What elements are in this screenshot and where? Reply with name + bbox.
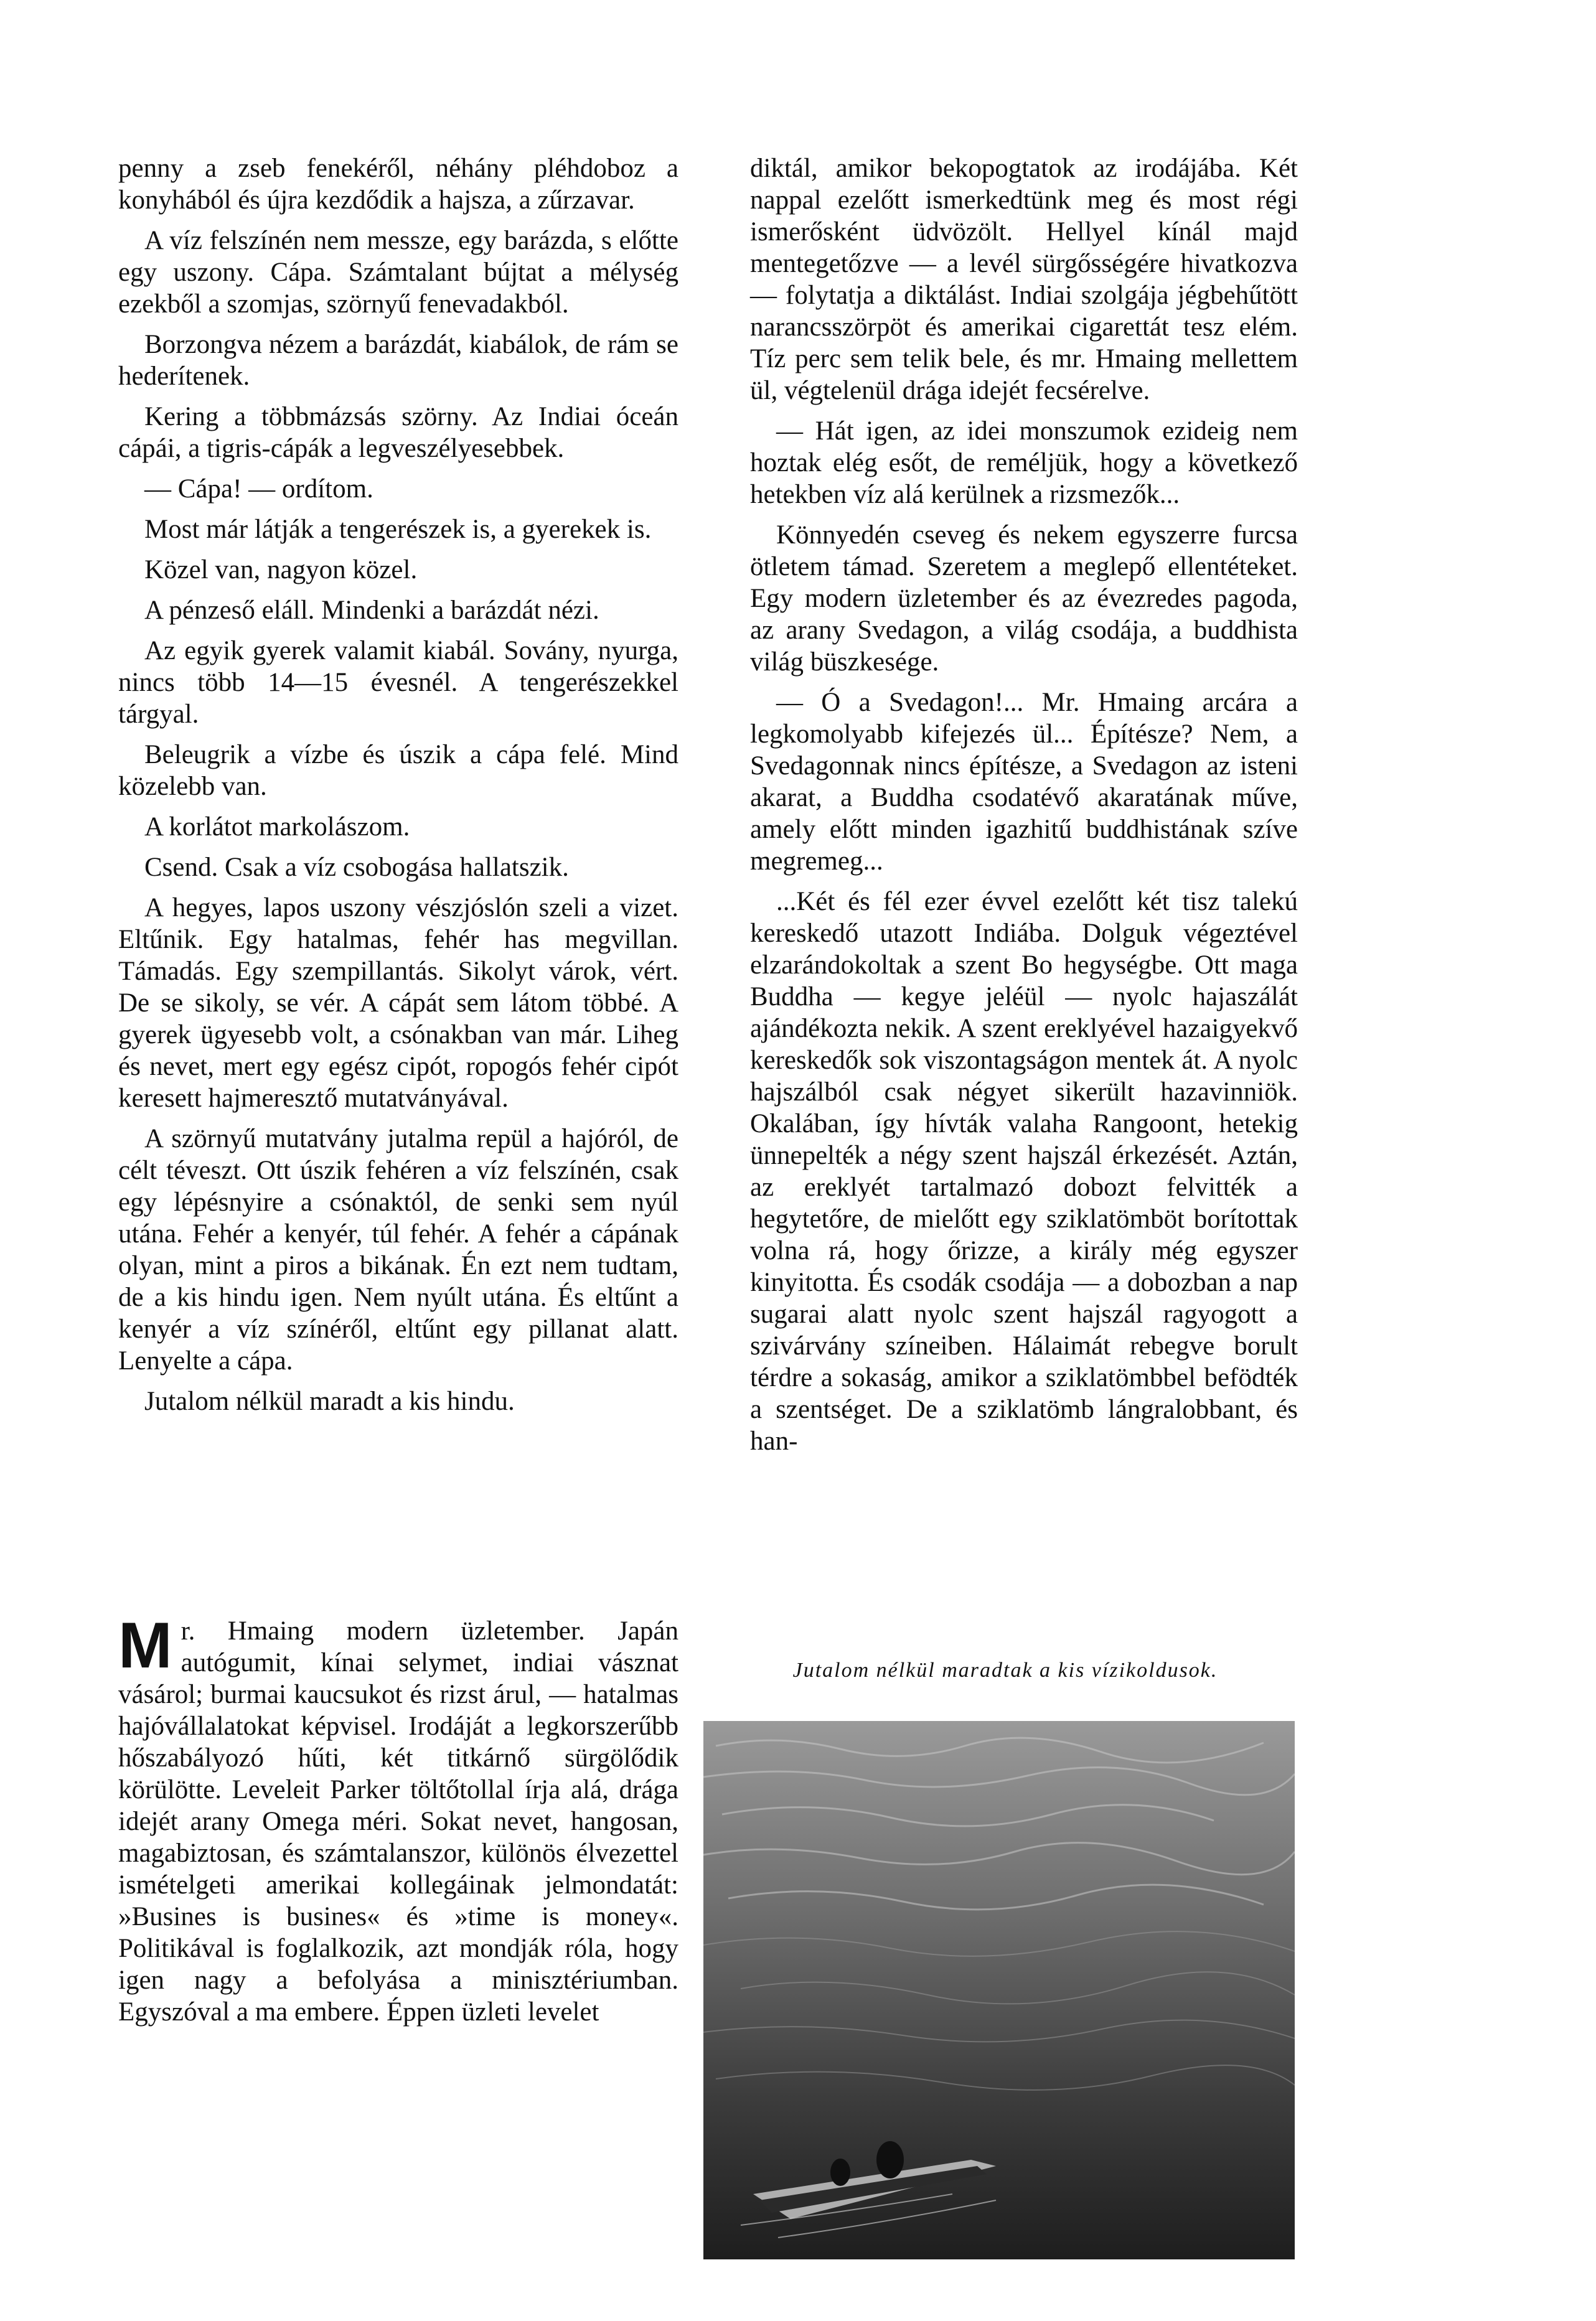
paragraph: — Cápa! — ordítom. [144,474,373,504]
paragraph: Kering a többmázsás szörny. Az Indiai óceán cápái, a tigris-cápák a legveszélyesebbek. [118,402,678,463]
drop-cap: M [118,1610,172,1682]
paragraph: diktál, amikor bekopogtatok az irodájába. Két nappal ezelőtt ismerkedtünk meg és most régi ismerősként üdvözölt. Hellyel kínál majd mentegetőzve — a levél sürgősségére hivatkozva — folytatja a diktálást. Indiai szolgája jégbehűtött narancsszörpöt és amerikai cigarettát tesz elém. Tíz perc sem telik bele, és mr. Hmaing mellettem ül, végtelenül drága idejét fecsérelve. [750,154,1298,405]
paragraph: r. Hmaing modern üzletember. Japán autógumit, kínai selymet, indiai vásznat vásárol; burmai kaucsukot és rizst árul, — hatalmas hajóvállalatokat képvisel. Irodáját a legkorszerűbb hőszabályozó hűti, két titkárnő sürgölődik körülötte. Leveleit Parker töltőtollal írja alá, drága idejét arany Omega méri. Sokat nevet, hangosan, magabiztosan, és számtalanszor, különös élvezettel ismételgeti amerikai kollegáinak jelmondatát: »Busines is busines« és »time is money«. Politikával is foglalkozik, azt mondják róla, hogy igen nagy a befolyása a minisztériumban. Egyszóval a ma embere. Éppen üzleti levelet [118,1616,678,2027]
paragraph: Közel van, nagyon közel. [144,555,418,584]
photo-caption: Jutalom nélkül maradtak a kis vízikoldusok. [792,1659,1218,1682]
paragraph: A pénzeső eláll. Mindenki a barázdát nézi. [144,596,599,625]
paragraph: Csend. Csak a víz csobogása hallatszik. [144,853,569,882]
paragraph: Most már látják a tengerészek is, a gyerekek is. [144,515,652,544]
left-column [118,152,678,1426]
photo-boat-on-sea [703,1721,1295,2259]
paragraph: penny a zseb fenekéről, néhány pléhdoboz a konyhából és újra kezdődik a hajsza, a zűrzavar. [118,154,678,215]
paragraph: A korlátot markolászom. [144,812,410,842]
paragraph: Borzongva nézem a barázdát, kiabálok, de rám se hederítenek. [118,330,678,391]
paragraph: Az egyik gyerek valamit kiabál. Sovány, nyurga, nincs több 14—15 évesnél. A tengerészekkel tárgyal. [118,636,678,729]
paragraph: — Hát igen, az idei monszumok ezideig nem hoztak elég esőt, de reméljük, hogy a következő hetekben víz alá kerülnek a rizsmezők... [750,416,1298,509]
paragraph: Jutalom nélkül maradt a kis hindu. [144,1387,515,1416]
paragraph: ...Két és fél ezer évvel ezelőtt két tisz talekú kereskedő utazott Indiába. Dolguk végeztével elzarándokoltak a szent Bo hegységbe. Ott maga Buddha — kegye jeléül — nyolc hajaszálát ajándékozta nekik. A szent ereklyével hazaigyekvő kereskedők sok viszontagságon mentek át. A nyolc hajszálból csak négyet sikerült hazavinniök. Okalában, így hívták valaha Rangoont, hetekig ünnepelték a négy szent hajszál érkezését. Aztán, az ereklyét tartalmazó dobozt felvitték a hegytetőre, de mielőtt egy sziklatömböt borítottak volna rá, hogy őrizze, a király még egyszer kinyitotta. És csodák csodája — a dobozban a nap sugarai alatt nyolc szent hajszál ragyogott a szivárvány színeiben. Hálaimát rebegve borult térdre a sokaság, amikor a sziklatömbbel befödték a szentséget. De a sziklatömb lángralobbant, és han- [750,887,1298,1456]
right-column [750,152,1298,1466]
paragraph: A szörnyű mutatvány jutalma repül a hajóról, de célt téveszt. Ott úszik fehéren a víz felszínén, csak egy lépésnyire a csónaktól, de senki sem nyúl utána. Fehér a kenyér, túl fehér. A fehér a cápának olyan, mint a piros a bikának. Én ezt nem tudtam, de a kis hindu igen. Nem nyúlt utána. És eltűnt a kenyér a víz színéről, eltűnt egy pillanat alatt. Lenyelte a cápa. [118,1124,678,1376]
paragraph: A víz felszínén nem messze, egy barázda, s előtte egy uszony. Cápa. Számtalant bújtat a mélység ezekből a szomjas, szörnyű fenevadakból. [118,226,678,319]
left-lower-section [118,1610,678,2037]
paragraph: Könnyedén cseveg és nekem egyszerre furcsa ötletem támad. Szeretem a meglepő ellentéteket. Egy modern üzletember és az évezredes pagoda, az arany Svedagon, a világ csodája, a buddhista világ büszkesége. [750,520,1298,677]
paragraph: Beleugrik a vízbe és úszik a cápa felé. Mind közelebb van. [118,740,678,801]
paragraph: A hegyes, lapos uszony vészjóslón szeli a vizet. Eltűnik. Egy hatalmas, fehér has megvillan. Támadás. Egy szempillantás. Sikolyt várok, vért. De se sikoly, se vér. A cápát sem látom többé. A gyerek ügyesebb volt, a csónakban van már. Liheg és nevet, mert egy egész cipót, ropogós fehér cipót keresett hajmeresztő mutatványával. [118,893,678,1113]
paragraph: — Ó a Svedagon!... Mr. Hmaing arcára a legkomolyabb kifejezés ül... Építésze? Nem, a Svedagonnak nincs építésze, a Svedagon az isteni akarat, a Buddha csodatévő akaratának műve, amely előtt minden igazhitű buddhistának szíve megremeg... [750,688,1298,876]
